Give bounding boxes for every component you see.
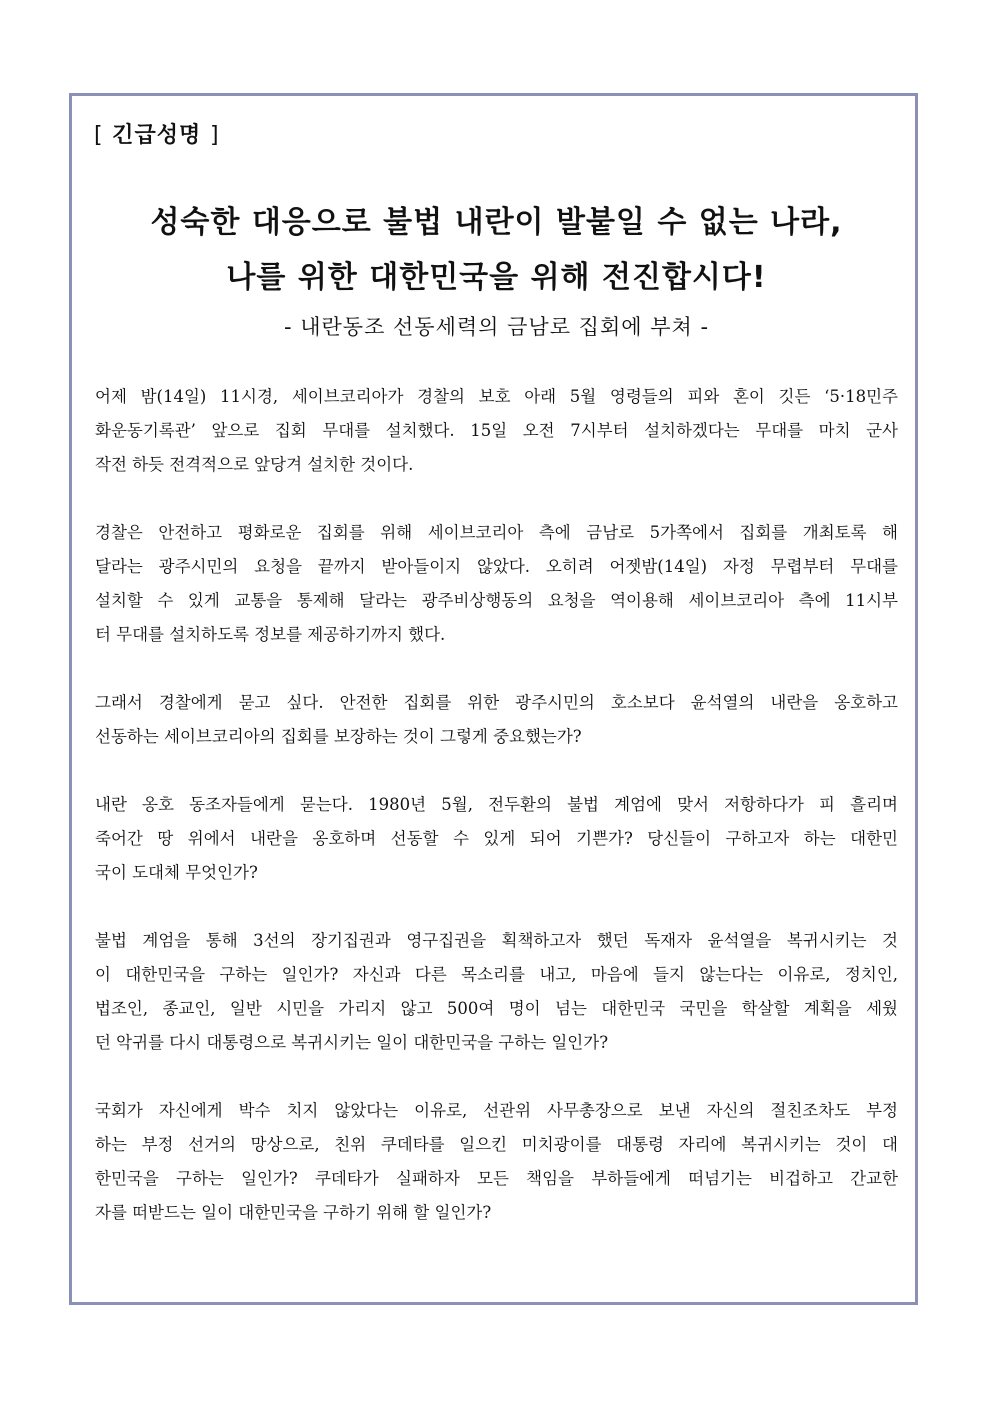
text-line: 불법 계엄을 통해 3선의 장기집권과 영구집권을 획책하고자 했던 독재자 윤석열을 복귀시키는 것: [95, 931, 898, 950]
paragraph: [95, 686, 898, 754]
text-line: 달라는 광주시민의 요청을 끝까지 받아들이지 않았다. 오히려 어젯밤(14일) 자정 무렵부터 무대를: [95, 557, 898, 576]
close-bracket: ]: [209, 123, 220, 148]
text-line: 작전 하듯 전격적으로 앞당겨 설치한 것이다.: [95, 455, 414, 474]
subtitle: - 내란동조 선동세력의 금남로 집회에 부쳐 -: [283, 315, 710, 339]
statement-type-text: 긴급성명: [112, 123, 202, 148]
text-line: 설치할 수 있게 교통을 통제해 달라는 광주비상행동의 요청을 역이용해 세이브코리아 측에 11시부: [95, 591, 898, 610]
text-line: 하는 부정 선거의 망상으로, 친위 쿠데타를 일으킨 미치광이를 대통령 자리에 복귀시키는 것이 대: [95, 1135, 898, 1154]
open-bracket: [: [94, 123, 104, 148]
text-line: 죽어간 땅 위에서 내란을 옹호하며 선동할 수 있게 되어 기쁜가? 당신들이 구하고자 하는 대한민: [95, 829, 898, 848]
headline-line-2: 나를 위한 대한민국을 위해 전진합시다!: [226, 260, 767, 295]
text-line: 어제 밤(14일) 11시경, 세이브코리아가 경찰의 보호 아래 5월 영령들의 피와 혼이 깃든 ‘5·18민주: [95, 387, 898, 406]
text-line: 법조인, 종교인, 일반 시민을 가리지 않고 500여 명이 넘는 대한민국 국민을 학살할 계획을 세웠: [95, 999, 898, 1018]
text-line: 이 대한민국을 구하는 일인가? 자신과 다른 목소리를 내고, 마음에 들지 않는다는 이유로, 정치인,: [95, 965, 898, 984]
text-line: 그래서 경찰에게 묻고 싶다. 안전한 집회를 위한 광주시민의 호소보다 윤석열의 내란을 옹호하고: [95, 693, 898, 712]
statement-type-label: [94, 118, 220, 149]
text-line: 자를 떠받드는 일이 대한민국을 구하기 위해 할 일인가?: [95, 1203, 492, 1222]
paragraph: [95, 924, 898, 1060]
text-line: 경찰은 안전하고 평화로운 집회를 위해 세이브코리아 측에 금남로 5가쪽에서 집회를 개최토록 해: [95, 523, 898, 542]
text-line: 한민국을 구하는 일인가? 쿠데타가 실패하자 모든 책임을 부하들에게 떠넘기는 비겁하고 간교한: [95, 1169, 898, 1188]
text-line: 국이 도대체 무엇인가?: [95, 863, 258, 882]
statement-body: [95, 380, 898, 1264]
text-line: 국회가 자신에게 박수 치지 않았다는 이유로, 선관위 사무총장으로 보낸 자신의 절친조차도 부정: [95, 1101, 898, 1120]
paragraph: [95, 788, 898, 890]
text-line: 던 악귀를 다시 대통령으로 복귀시키는 일이 대한민국을 구하는 일인가?: [95, 1033, 609, 1052]
paragraph: [95, 380, 898, 482]
headline-line-1: 성숙한 대응으로 불법 내란이 발붙일 수 없는 나라,: [150, 205, 843, 240]
text-line: 내란 옹호 동조자들에게 묻는다. 1980년 5월, 전두환의 불법 계엄에 맞서 저항하다가 피 흘리며: [95, 795, 898, 814]
text-line: 터 무대를 설치하도록 정보를 제공하기까지 했다.: [95, 625, 446, 644]
text-line: 선동하는 세이브코리아의 집회를 보장하는 것이 그렇게 중요했는가?: [95, 727, 582, 746]
text-line: 화운동기록관’ 앞으로 집회 무대를 설치했다. 15일 오전 7시부터 설치하겠다는 무대를 마치 군사: [95, 421, 898, 440]
paragraph: [95, 516, 898, 652]
paragraph: [95, 1094, 898, 1230]
